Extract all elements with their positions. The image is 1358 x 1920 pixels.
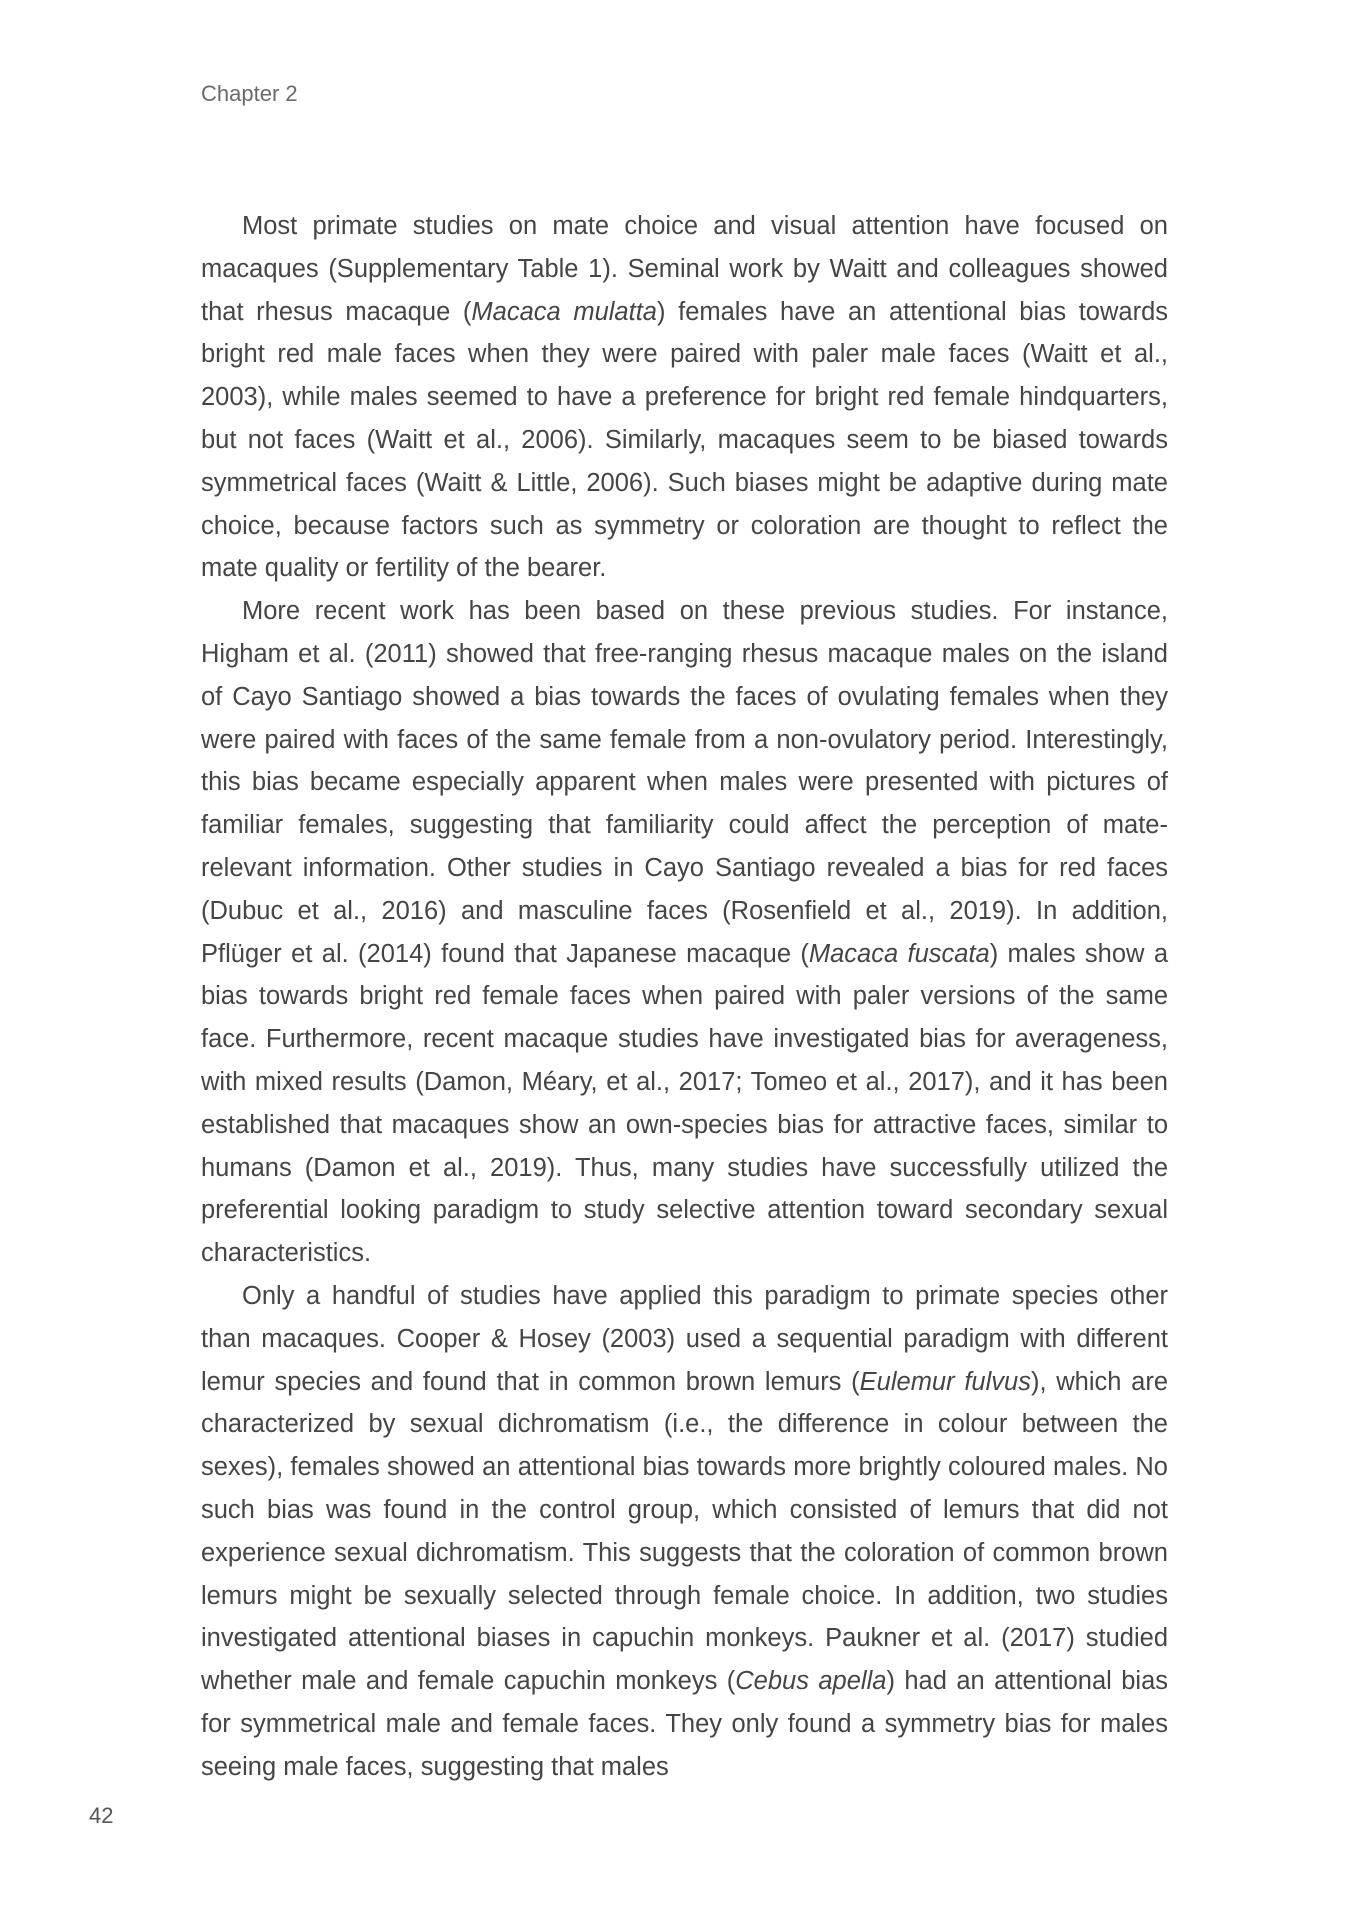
body-text	[201, 205, 1168, 1788]
text-segment: More recent work has been based on these previous studies. For instance, Higham et al. (2011) showed that free-ranging rhesus macaque males on the island of Cayo Santiago showed a bias towards the faces of ovulating females when they were paired with faces of the same female from a non-ovulatory period. Interestingly, this bias became especially apparent when males were presented with pictures of familiar females, suggesting that familiarity could affect the perception of mate-relevant information. Other studies in Cayo Santiago revealed a bias for red faces (Dubuc et al., 2016) and masculine faces (Rosenfield et al., 2019). In addition, Pflüger et al. (2014) found that Japanese macaque (	[201, 597, 1168, 968]
text-segment: ), which are characterized by sexual dichromatism (i.e., the difference in colour between the sexes), females showed an attentional bias towards more brightly coloured males. No such bias was found in the control group, which consisted of lemurs that did not experience sexual dichromatism. This suggests that the coloration of common brown lemurs might be sexually selected through female choice. In addition, two studies investigated attentional biases in capuchin monkeys. Paukner et al. (2017) studied whether male and female capuchin monkeys (	[201, 1367, 1169, 1696]
paragraph-1	[201, 205, 1168, 590]
text-segment: ) females have an attentional bias towards bright red male faces when they were paired with paler male faces (Waitt et al., 2003), while males seemed to have a preference for bright red female hindquarters, but not faces (Waitt et al., 2006). Similarly, macaques seem to be biased towards symmetrical faces (Waitt & Little, 2006). Such biases might be adaptive during mate choice, because factors such as symmetry or coloration are thought to reflect the mate quality or fertility of the bearer.	[201, 297, 1169, 583]
species-name-italic: Eulemur fulvus	[859, 1367, 1031, 1396]
running-head: Chapter 2	[201, 81, 298, 106]
text-segment: Only a handful of studies have applied this paradigm to primate species other than macaques. Cooper & Hosey (2003) used a sequential paradigm with different lemur species and found that in common brown lemurs (	[201, 1281, 1168, 1396]
page-number: 42	[89, 1803, 114, 1828]
species-name-italic: Macaca fuscata	[808, 939, 990, 968]
text-segment: ) had an attentional bias for symmetrical male and female faces. They only found a symmetry bias for males seeing male faces, suggesting that males	[201, 1667, 1168, 1781]
species-name-italic: Cebus apella	[735, 1667, 887, 1696]
text-segment: ) males show a bias towards bright red female faces when paired with paler versions of the same face. Furthermore, recent macaque studies have investigated bias for averageness, with mixed results (Damon, Méary, et al., 2017; Tomeo et al., 2017), and it has been established that macaques show an own-species bias for attractive faces, similar to humans (Damon et al., 2019). Thus, many studies have successfully utilized the preferential looking paradigm to study selective attention toward secondary sexual characteristics.	[201, 939, 1168, 1268]
text-segment: Most primate studies on mate choice and visual attention have focused on macaques (Supplementary Table 1). Seminal work by Waitt and colleagues showed that rhesus macaque (	[201, 212, 1168, 326]
paragraph-2	[201, 590, 1168, 1275]
species-name-italic: Macaca mulatta	[471, 297, 657, 326]
paragraph-3	[201, 1275, 1168, 1789]
